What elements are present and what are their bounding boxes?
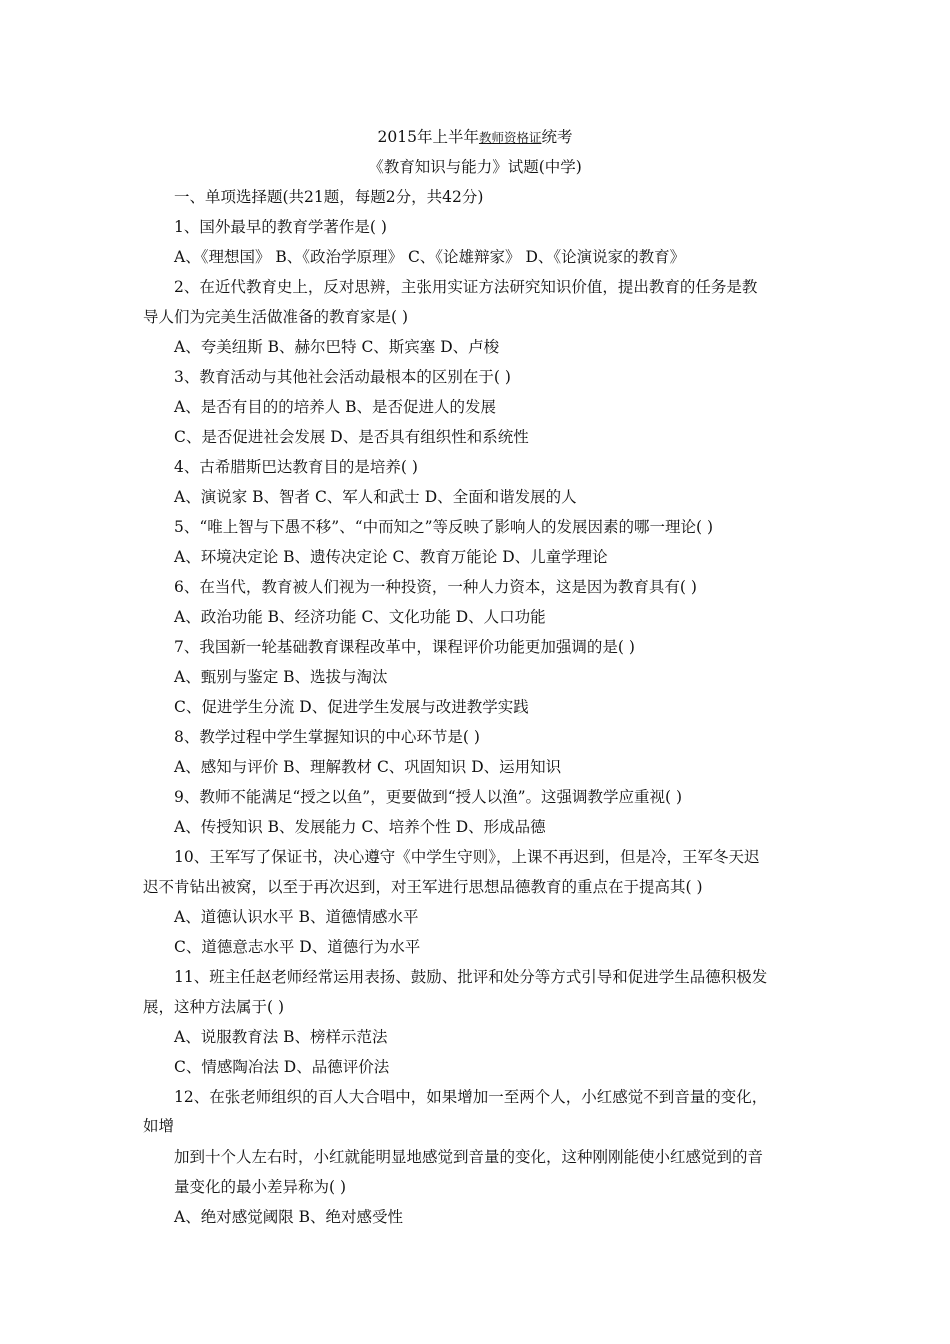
- option-line: A、演说家 B、智者 C、军人和武士 D、全面和谐发展的人: [174, 488, 577, 506]
- question-line: 迟不肯钻出被窝，以至于再次迟到，对王军进行思想品德教育的重点在于提高其( ): [143, 878, 703, 896]
- option-line: A、甄别与鉴定 B、选拔与淘汰: [174, 668, 388, 686]
- question-line: 6、在当代，教育被人们视为一种投资，一种人力资本，这是因为教育具有( ): [174, 578, 697, 596]
- option-line: C、促进学生分流 D、促进学生发展与改进教学实践: [174, 698, 529, 716]
- option-line: C、道德意志水平 D、道德行为水平: [174, 938, 421, 956]
- option-line: A、《理想国》 B、《政治学原理》 C、《论雄辩家》 D、《论演说家的教育》: [174, 248, 686, 266]
- option-line: A、夸美纽斯 B、赫尔巴特 C、斯宾塞 D、卢梭: [174, 338, 500, 356]
- document-title: [0, 127, 950, 148]
- question-line: 12、在张老师组织的百人大合唱中，如果增加一至两个人，小红感觉不到音量的变化，: [174, 1088, 768, 1106]
- option-line: A、传授知识 B、发展能力 C、培养个性 D、形成品德: [174, 818, 546, 836]
- title-link[interactable]: 教师资格证: [478, 130, 542, 145]
- question-line: 10、王军写了保证书，决心遵守《中学生守则》，上课不再迟到，但是冷，王军冬天迟: [174, 848, 760, 866]
- question-line: 1、国外最早的教育学著作是( ): [174, 218, 387, 236]
- section-heading: 一、单项选择题(共21题，每题2分，共42分): [174, 188, 484, 206]
- title-prefix: 2015年上半年: [377, 128, 479, 146]
- title-suffix: 统考: [541, 128, 573, 146]
- option-line: A、说服教育法 B、榜样示范法: [174, 1028, 388, 1046]
- question-line: 11、班主任赵老师经常运用表扬、鼓励、批评和处分等方式引导和促进学生品德积极发: [174, 968, 768, 986]
- question-line: 导人们为完美生活做准备的教育家是( ): [143, 308, 409, 326]
- option-line: C、是否促进社会发展 D、是否具有组织性和系统性: [174, 428, 529, 446]
- question-line: 量变化的最小差异称为( ): [174, 1178, 347, 1196]
- option-line: A、环境决定论 B、遗传决定论 C、教育万能论 D、儿童学理论: [174, 548, 608, 566]
- option-line: C、情感陶冶法 D、品德评价法: [174, 1058, 390, 1076]
- question-line: 5、“唯上智与下愚不移”、“中而知之”等反映了影响人的发展因素的哪一理论( ): [174, 518, 714, 536]
- question-line: 7、我国新一轮基础教育课程改革中，课程评价功能更加强调的是( ): [174, 638, 635, 656]
- option-line: A、绝对感觉阈限 B、绝对感受性: [174, 1208, 404, 1226]
- option-line: A、感知与评价 B、理解教材 C、巩固知识 D、运用知识: [174, 758, 562, 776]
- option-line: A、道德认识水平 B、道德情感水平: [174, 908, 419, 926]
- question-line: 3、教育活动与其他社会活动最根本的区别在于( ): [174, 368, 511, 386]
- question-line: 加到十个人左右时，小红就能明显地感觉到音量的变化，这种刚刚能使小红感觉到的音: [174, 1148, 764, 1166]
- question-line: 4、古希腊斯巴达教育目的是培养( ): [174, 458, 418, 476]
- document-subtitle: 《教育知识与能力》试题(中学): [368, 158, 582, 176]
- question-line: 8、教学过程中学生掌握知识的中心环节是( ): [174, 728, 480, 746]
- option-line: A、是否有目的的培养人 B、是否促进人的发展: [174, 398, 497, 416]
- question-line: 如增: [143, 1117, 175, 1135]
- question-line: 9、教师不能满足“授之以鱼”，更要做到“授人以渔”。这强调教学应重视( ): [174, 788, 683, 806]
- question-line: 展，这种方法属于( ): [143, 998, 285, 1016]
- question-line: 2、在近代教育史上，反对思辨，主张用实证方法研究知识价值，提出教育的任务是教: [174, 278, 758, 296]
- option-line: A、政治功能 B、经济功能 C、文化功能 D、人口功能: [174, 608, 546, 626]
